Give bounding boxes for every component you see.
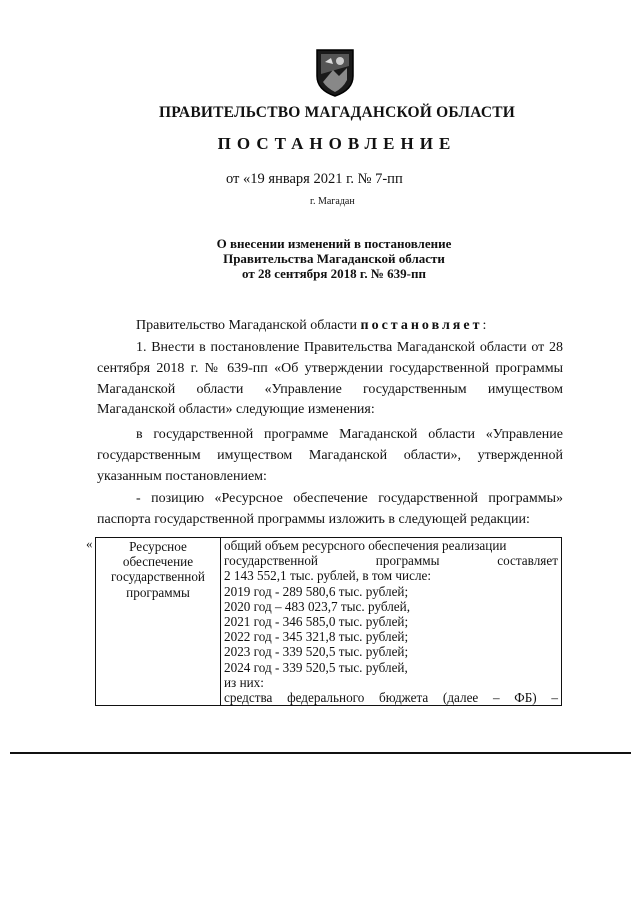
document-date-number: от «19 января 2021 г. № 7-пп	[226, 171, 403, 187]
table-row	[96, 538, 562, 706]
subject-line: Правительства Магаданской области	[223, 251, 445, 266]
year-amount: 2023 год - 339 520,5 тыс. рублей;	[224, 644, 409, 660]
paragraph-text: 1. Внести в постановление Правительства Магаданской области от 28 сентября 2018 г. № 639-пп «Об утверждении государственной программы Магаданской области «Управление государственным имуществом Магаданской области» следующие изменения:	[97, 340, 563, 418]
intro-text: Правительство Магаданской области	[136, 318, 358, 333]
coat-of-arms-icon	[313, 46, 357, 98]
total-line: общий объем ресурсного обеспечения реализации	[224, 538, 507, 553]
year-amount: 2020 год – 483 023,7 тыс. рублей,	[224, 598, 410, 614]
total-line	[224, 553, 558, 568]
total-word: государственной	[224, 553, 318, 569]
resource-table	[95, 537, 562, 706]
total-amount: 2 143 552,1 тыс. рублей, в том числе:	[224, 568, 432, 584]
document-city: г. Магадан	[310, 196, 355, 207]
label-line: Ресурсное	[129, 539, 187, 554]
total-word: программы	[375, 553, 440, 569]
organization-title: ПРАВИТЕЛЬСТВО МАГАДАНСКОЙ ОБЛАСТИ	[158, 104, 516, 121]
year-amount: 2022 год - 345 321,8 тыс. рублей;	[224, 629, 409, 645]
year-amount: 2019 год - 289 580,6 тыс. рублей;	[224, 583, 409, 599]
of-which-label: из них:	[224, 674, 264, 690]
fed-word: средства	[224, 690, 273, 706]
subject-line: О внесении изменений в постановление	[216, 236, 452, 251]
document-subject	[0, 236, 640, 281]
year-amount: 2024 год - 339 520,5 тыс. рублей,	[224, 659, 408, 675]
year-amount: 2021 год - 346 585,0 тыс. рублей;	[224, 614, 409, 630]
paragraph-program	[97, 425, 563, 487]
resource-value-cell	[221, 538, 562, 706]
resource-label-cell	[96, 538, 221, 706]
intro-spaced-word: постановляет	[360, 318, 483, 333]
fed-word: бюджета	[379, 690, 429, 706]
fed-word: федерального	[287, 690, 365, 706]
fed-word: (далее	[442, 690, 479, 706]
paragraph-text: - позицию «Ресурсное обеспечение государственной программы» паспорта государственной программы изложить в следующей редакции:	[97, 491, 563, 527]
fed-word: ФБ)	[514, 690, 537, 706]
label-line: обеспечение	[122, 554, 194, 570]
fed-word: –	[492, 690, 500, 706]
fed-word: –	[551, 690, 558, 706]
paragraph-text: в государственной программе Магаданской области «Управление государственным имуществом Магаданской области», утвержденной указанным постановлением:	[97, 427, 563, 484]
intro-colon: :	[482, 318, 487, 333]
paragraph-item-1	[97, 338, 563, 421]
subject-line: от 28 сентября 2018 г. № 639-пп	[242, 266, 426, 281]
document-type: ПОСТАНОВЛЕНИЕ	[217, 134, 457, 153]
paragraph-position	[97, 489, 563, 531]
label-line: программы	[126, 584, 190, 600]
label-line: государственной	[111, 569, 205, 585]
page-bottom-divider	[10, 752, 631, 754]
resolution-intro	[97, 316, 563, 337]
total-word: составляет	[497, 553, 558, 569]
federal-budget-line	[224, 690, 558, 705]
open-quote: «	[86, 536, 93, 551]
